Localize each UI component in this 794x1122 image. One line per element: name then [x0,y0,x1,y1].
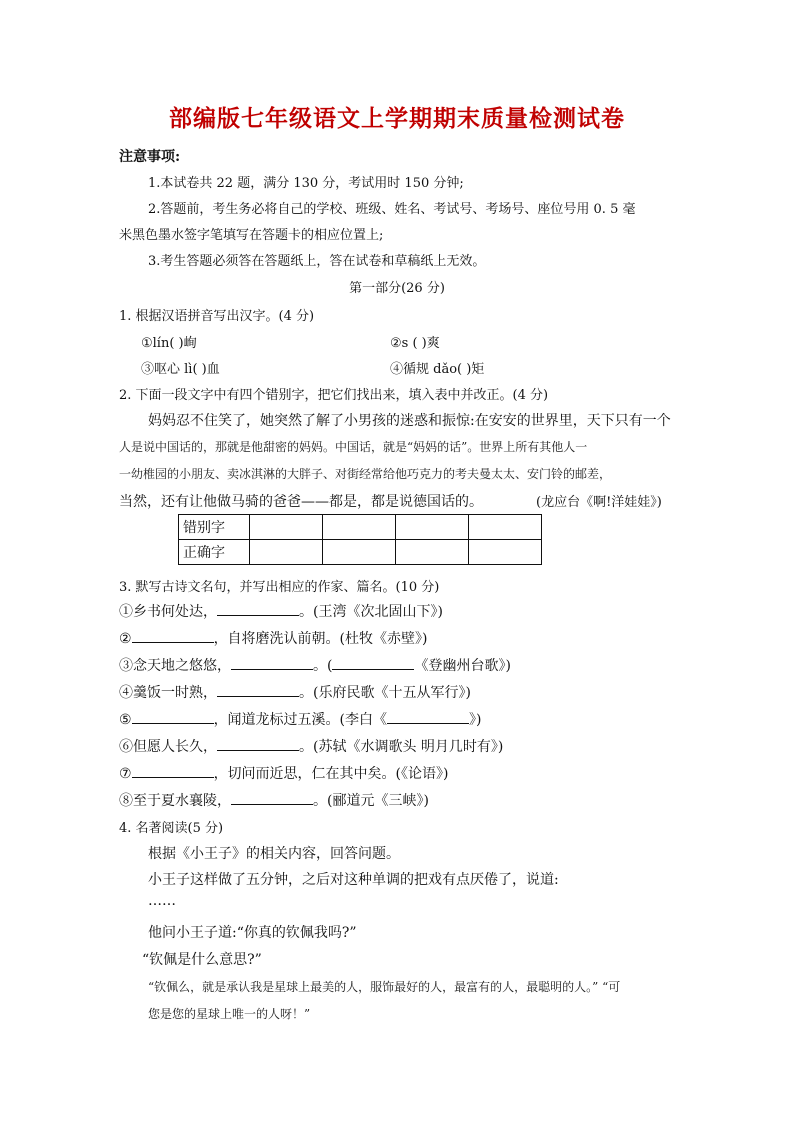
line-text: ，自将磨洗认前朝。(杜牧《赤壁》) [213,631,428,647]
answer-cell[interactable] [323,540,396,565]
passage-line: 妈妈忍不住笑了，她突然了解了小男孩的迷惑和振惊:在安安的世界里，天下只有一个 [148,413,671,429]
passage-line: 一幼椎园的小朋友、卖冰淇淋的大胖子、对街经常给他巧克力的考夫曼太太、安门铃的邮差， [119,467,612,481]
recite-line-7 [119,763,449,783]
line-text: ⑥但愿人长久， [119,739,217,755]
line-text: ⑤ [119,712,132,728]
notice-item-2: 2.答题前，考生务必将自己的学校、班级、姓名、考试号、考场号、座位号用 0. 5 毫 [148,202,636,217]
notice-heading: 注意事项: [119,149,181,165]
line-text: ⑦ [119,766,132,782]
reading-para: “钦佩是什么意思?” [142,952,262,968]
line-text: 。( [313,658,333,674]
line-text: ，闻道龙标过五溪。(李白《 [213,712,388,728]
reading-para: 小王子这样做了五分钟，之后对这种单调的把戏有点厌倦了，说道: [148,872,559,888]
answer-blank[interactable] [217,682,299,697]
reading-para: 根据《小王子》的相关内容，回答问题。 [148,846,400,862]
passage-line: 当然，还有让他做马骑的爸爸——都是，都是说德国话的。 [119,494,483,510]
answer-cell[interactable] [469,540,542,565]
table-row-label: 错别字 [179,515,250,540]
answer-blank[interactable] [231,655,313,670]
part-heading: 第一部分(26 分) [349,281,445,296]
answer-blank[interactable] [217,601,299,616]
answer-cell[interactable] [250,515,323,540]
reading-para: …… [148,893,176,909]
notice-item-3: 3.考生答题必须答在答题纸上，答在试卷和草稿纸上无效。 [148,254,486,269]
reading-para: 他问小王子道:“你真的钦佩我吗?” [148,925,357,941]
answer-cell[interactable] [323,515,396,540]
line-text: 《登幽州台歌》) [414,658,511,674]
answer-cell[interactable] [396,515,469,540]
answer-cell[interactable] [469,515,542,540]
line-text: ，切问而近思，仁在其中矣。(《论语》) [213,766,449,782]
question-1-a: ①lín( )峋 [141,336,197,351]
reading-para: 您是您的星球上唯一的人呀！” [148,1007,311,1021]
line-text: 。(郦道元《三峡》) [313,793,429,809]
recite-line-2 [119,628,428,648]
answer-blank[interactable] [387,709,469,724]
question-1-b: ②s ( )爽 [390,336,440,351]
reading-para: “钦佩么，就是承认我是星球上最美的人，服饰最好的人，最富有的人，最聪明的人。” “可 [148,980,621,994]
line-text: ⑧至于夏水襄陵， [119,793,231,809]
question-3-stem: 3. 默写古诗文名句，并写出相应的作家、篇名。(10 分) [119,580,440,595]
passage-source: (龙应台《啊!洋娃娃》) [536,495,662,510]
recite-line-8 [119,790,429,810]
line-text: ② [119,631,132,647]
answer-blank[interactable] [132,763,214,778]
answer-blank[interactable] [217,736,299,751]
answer-blank[interactable] [132,709,214,724]
recite-line-1 [119,601,443,621]
recite-line-3 [119,655,511,675]
page-title: 部编版七年级语文上学期期末质量检测试卷 [169,105,625,132]
answer-cell[interactable] [396,540,469,565]
line-text: ④羹饭一时熟， [119,685,217,701]
correction-table [178,514,542,565]
line-text: 》) [469,712,482,728]
recite-line-4 [119,682,471,702]
question-1-d: ④循规 dǎo( )矩 [390,362,485,377]
line-text: 。(乐府民歌《十五从军行》) [299,685,471,701]
line-text: 。(王湾《次北固山下》) [299,604,443,620]
answer-blank[interactable] [332,655,414,670]
line-text: ①乡书何处达， [119,604,217,620]
line-text: 。(苏轼《水调歌头 明月几时有》) [299,739,504,755]
recite-line-6 [119,736,503,756]
passage-line: 人是说中国话的，那就是他甜密的妈妈。中国话，就是“妈妈的话”。世界上所有其他人一 [119,440,588,454]
recite-line-5 [119,709,482,729]
question-4-stem: 4. 名著阅读(5 分) [119,821,224,836]
notice-item-1: 1.本试卷共 22 题，满分 130 分，考试用时 150 分钟; [148,176,464,191]
question-1-stem: 1. 根据汉语拼音写出汉字。(4 分) [119,309,315,324]
answer-blank[interactable] [231,790,313,805]
notice-item-2-cont: 米黑色墨水签字笔填写在答题卡的相应位置上; [119,228,384,243]
line-text: ③念天地之悠悠， [119,658,231,674]
table-row-label: 正确字 [179,540,250,565]
question-1-c: ③呕心 lì( )血 [141,362,220,377]
question-2-stem: 2. 下面一段文字中有四个错别字，把它们找出来，填入表中并改正。(4 分) [119,388,549,403]
answer-blank[interactable] [132,628,214,643]
answer-cell[interactable] [250,540,323,565]
